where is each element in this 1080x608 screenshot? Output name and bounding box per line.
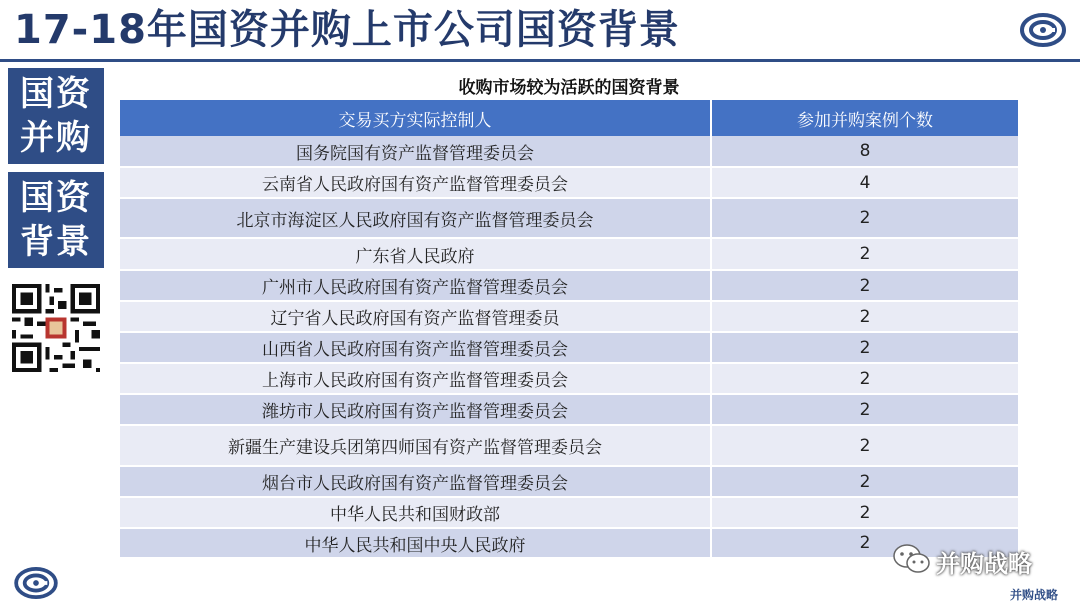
table-row (120, 198, 1018, 238)
watermark-brand: 并购战略 (1010, 588, 1059, 602)
cell-controller: 山西省人民政府国有资产监督管理委员会 (120, 332, 711, 363)
cell-count: 2 (711, 238, 1018, 270)
table-row (120, 466, 1018, 497)
table-row (120, 363, 1018, 394)
cell-controller: 潍坊市人民政府国有资产监督管理委员会 (120, 394, 711, 425)
table-row (120, 497, 1018, 528)
cell-controller: 北京市海淀区人民政府国有资产监督管理委员会 (120, 198, 711, 238)
cell-count: 8 (711, 136, 1018, 167)
cell-count: 2 (711, 528, 1018, 558)
wechat-icon (892, 542, 932, 576)
cell-count: 2 (711, 394, 1018, 425)
sidebar-block-line: 并购 (20, 118, 92, 158)
cell-count: 2 (711, 497, 1018, 528)
column-header-count: 参加并购案例个数 (711, 100, 1018, 136)
watermark-text: 并购战略 (936, 550, 1032, 578)
sidebar-block-line: 背景 (20, 222, 92, 262)
sidebar-block-background (8, 172, 104, 268)
table-row (120, 167, 1018, 198)
spiral-logo-icon (1020, 12, 1066, 48)
cell-controller: 云南省人民政府国有资产监督管理委员会 (120, 167, 711, 198)
table-row (120, 528, 1018, 558)
table-row (120, 301, 1018, 332)
data-table (120, 100, 1018, 559)
table-caption: 收购市场较为活跃的国资背景 (458, 78, 680, 98)
cell-count: 2 (711, 425, 1018, 466)
cell-count: 2 (711, 466, 1018, 497)
title-bar (0, 0, 1080, 62)
cell-controller: 广州市人民政府国有资产监督管理委员会 (120, 270, 711, 301)
cell-controller: 上海市人民政府国有资产监督管理委员会 (120, 363, 711, 394)
table-row (120, 270, 1018, 301)
qr-code-icon (12, 284, 100, 372)
table-row (120, 425, 1018, 466)
table-row (120, 136, 1018, 167)
table-row (120, 332, 1018, 363)
sidebar-block-line: 国资 (20, 178, 92, 218)
title-divider (0, 59, 1080, 62)
slide-title: 17-18年国资并购上市公司国资背景 (14, 7, 680, 53)
table-row (120, 238, 1018, 270)
cell-count: 4 (711, 167, 1018, 198)
cell-count: 2 (711, 198, 1018, 238)
cell-controller: 新疆生产建设兵团第四师国有资产监督管理委员会 (120, 425, 711, 466)
sidebar-block-merger (8, 68, 104, 164)
cell-controller: 中华人民共和国财政部 (120, 497, 711, 528)
cell-count: 2 (711, 363, 1018, 394)
watermark (892, 540, 1074, 606)
cell-controller: 广东省人民政府 (120, 238, 711, 270)
spiral-logo-icon (14, 566, 58, 600)
table-row (120, 394, 1018, 425)
sidebar-block-line: 国资 (20, 74, 92, 114)
table-header-row (120, 100, 1018, 136)
cell-controller: 烟台市人民政府国有资产监督管理委员会 (120, 466, 711, 497)
cell-count: 2 (711, 301, 1018, 332)
cell-controller: 辽宁省人民政府国有资产监督管理委员 (120, 301, 711, 332)
cell-controller: 国务院国有资产监督管理委员会 (120, 136, 711, 167)
cell-count: 2 (711, 332, 1018, 363)
column-header-controller: 交易买方实际控制人 (120, 100, 711, 136)
cell-count: 2 (711, 270, 1018, 301)
cell-controller: 中华人民共和国中央人民政府 (120, 528, 711, 558)
